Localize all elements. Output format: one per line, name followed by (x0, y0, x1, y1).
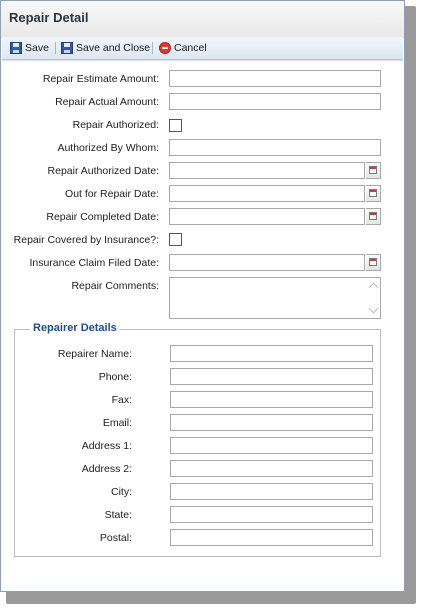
fax-label: Fax: (111, 394, 132, 406)
save-and-close-button[interactable] (61, 40, 150, 56)
save-disk-icon (10, 42, 22, 54)
calendar-icon (369, 189, 377, 197)
scroll-down-icon[interactable] (369, 304, 379, 314)
dialog-title: Repair Detail (9, 10, 89, 25)
authorized-by-whom-input[interactable] (169, 139, 381, 156)
repair-comments-textarea[interactable] (169, 277, 381, 319)
repairer-details-fieldset (14, 322, 381, 557)
repair-comments-label: Repair Comments: (71, 280, 159, 292)
repair-completed-date-label: Repair Completed Date: (46, 211, 159, 223)
phone-input[interactable] (170, 368, 373, 385)
save-and-close-icon (61, 42, 73, 54)
cancel-icon (159, 42, 171, 54)
repairer-name-input[interactable] (170, 345, 373, 362)
repair-authorized-date-input[interactable] (169, 162, 365, 179)
address1-label: Address 1: (81, 440, 132, 452)
save-and-close-label: Save and Close (76, 42, 151, 54)
form-body (2, 60, 403, 591)
repair-estimate-amount-input[interactable] (169, 70, 381, 87)
out-for-repair-date-picker[interactable] (366, 185, 381, 202)
address2-label: Address 2: (81, 463, 132, 475)
email-label: Email: (102, 417, 132, 429)
out-for-repair-date-input[interactable] (169, 185, 365, 202)
textarea-scrollbar[interactable] (366, 278, 380, 318)
title-bar (1, 1, 404, 38)
phone-label: Phone: (98, 371, 132, 383)
state-label: State: (104, 509, 132, 521)
repairer-details-legend: Repairer Details (30, 322, 120, 334)
repair-authorized-checkbox[interactable] (169, 119, 182, 132)
save-button[interactable] (10, 40, 49, 56)
repair-actual-amount-label: Repair Actual Amount: (55, 96, 159, 108)
repair-covered-by-insurance-label: Repair Covered by Insurance?: (13, 234, 159, 246)
toolbar-separator (152, 42, 153, 54)
repair-completed-date-input[interactable] (169, 208, 365, 225)
cancel-label: Cancel (174, 42, 207, 54)
insurance-claim-filed-date-label: Insurance Claim Filed Date: (29, 257, 159, 269)
insurance-claim-filed-date-picker[interactable] (366, 254, 381, 271)
city-input[interactable] (170, 483, 373, 500)
authorized-by-whom-label: Authorized By Whom: (57, 142, 159, 154)
calendar-icon (369, 258, 377, 266)
repair-authorized-label: Repair Authorized: (72, 119, 159, 131)
save-label: Save (25, 42, 49, 54)
fax-input[interactable] (170, 391, 373, 408)
repair-authorized-date-picker[interactable] (366, 162, 381, 179)
repair-actual-amount-input[interactable] (169, 93, 381, 110)
address1-input[interactable] (170, 437, 373, 454)
calendar-icon (369, 166, 377, 174)
calendar-icon (369, 212, 377, 220)
repair-authorized-date-label: Repair Authorized Date: (47, 165, 159, 177)
out-for-repair-date-label: Out for Repair Date: (65, 188, 159, 200)
city-label: City: (111, 486, 132, 498)
repairer-name-label: Repairer Name: (57, 348, 132, 360)
repair-completed-date-picker[interactable] (366, 208, 381, 225)
cancel-button[interactable] (159, 40, 207, 56)
insurance-claim-filed-date-input[interactable] (169, 254, 365, 271)
repair-covered-by-insurance-checkbox[interactable] (169, 233, 182, 246)
toolbar (2, 37, 403, 60)
email-input[interactable] (170, 414, 373, 431)
state-input[interactable] (170, 506, 373, 523)
address2-input[interactable] (170, 460, 373, 477)
postal-input[interactable] (170, 529, 373, 546)
scroll-up-icon[interactable] (369, 283, 379, 293)
repair-estimate-amount-label: Repair Estimate Amount: (42, 73, 159, 85)
toolbar-separator (55, 42, 56, 54)
postal-label: Postal: (99, 532, 132, 544)
